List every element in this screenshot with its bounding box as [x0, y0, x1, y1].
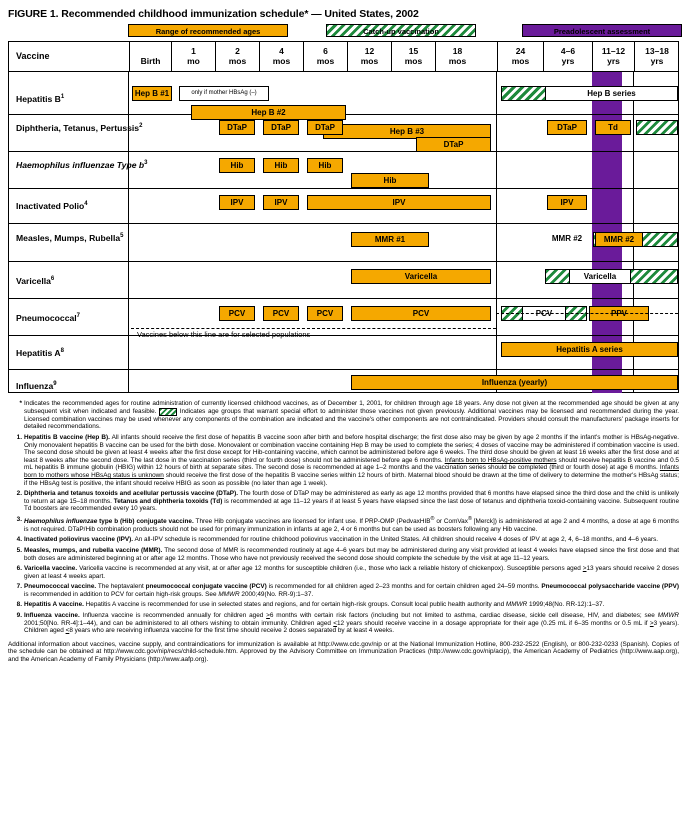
bar-td: Td: [595, 120, 631, 135]
bar-hib-1: Hib: [219, 158, 255, 173]
bar-varicella-label: Varicella: [569, 269, 631, 284]
footnote-text: Influenza vaccine. Influenza vaccine is recommended annually for children aged >6 months with certain risk factors (including but not limited to asthma, cardiac disease, sickle cell disease, HIV, and diabetes; see MMWR 2001;50[No. RR-4]:1–44), and can be administered to all others wishing to obtain immunity. Children aged <12 years should receive vaccine in a dosage appropriate for their age (0.25 mL if 6–35 months or 0.5 mL if >3 years). Children aged <8 years who are receiving influenza vaccine for the first time should receive 2 doses separated by at least 4 weeks.: [24, 612, 679, 635]
footnote-text: Inactivated poliovirus vaccine (IPV). An all-IPV schedule is recommended for routine childhood poliovirus vaccination in the United States. All children should receive 4 doses of IPV at age 2, 4, 6–18 months, and 4–6 years.: [24, 536, 659, 544]
row-separator: [9, 369, 678, 370]
footnote-8: 8. Hepatitis A vaccine. Hepatitis A vaccine is recommended for use in selected states and regions, and for certain high-risk groups. Consult local public health authority and MMWR 1999;48(No. RR-12):1–37.: [16, 601, 605, 609]
row-separator: [9, 223, 678, 224]
column-header-4mos: 4 mos: [259, 42, 303, 72]
bar-mmr-2-alt: MMR #2: [542, 232, 592, 247]
bar-pcv-label: PCV: [522, 306, 566, 321]
row-separator: [9, 335, 678, 336]
row-label-influenza: Influenza$^9$: [16, 380, 57, 391]
column-header-vaccine: Vaccine: [16, 51, 50, 61]
legend: [8, 24, 679, 38]
row-label-hepatitis-b: Hepatitis $B^1$: [16, 93, 65, 104]
bar-pcv-4: PCV: [351, 306, 491, 321]
footnote-text: Diphtheria and tetanus toxoids and acellular pertussis vaccine (DTaP). The fourth dose of DTaP may be administered as early as age 12 months provided that 6 months have elapsed since the third dose and the child is unlikely to return at age 15–18 months. Tetanus and diphtheria toxoids (Td) is recommended at age 11–12 years if at least 5 years have elapsed since the last dose of tetanus and diphtheria toxoid-containing vaccine. Subsequent routine Td boosters are recommended every 10 years.: [24, 490, 679, 513]
row-label-hib: Haemophilus influenzae Type $b^3$: [16, 159, 148, 170]
column-header-4-6yrs: 4–6 yrs: [543, 42, 592, 72]
footnote-5: 5. Measles, mumps, and rubella vaccine (MMR). The second dose of MMR is recommended routinely at age 4–6 years but may be administered during any visit provided at least 4 weeks have elapsed since the first dose and that both doses are administered beginning at or after age 12 months. Those who have not previously received the second dose should complete the schedule by the visit at age 11–12 years.: [16, 546, 679, 562]
column-header-15mos: 15 mos: [391, 42, 435, 72]
bar-ipv-4: IPV: [547, 195, 587, 210]
bar-hepb-mother-note: only if mother HBsAg (–): [179, 86, 269, 101]
bar-dtap-3: DTaP: [307, 120, 343, 135]
footnote-final: [8, 641, 679, 664]
bar-ipv-3: IPV: [307, 195, 491, 210]
row-label-mmr: Measles, Mumps, Rubella$^5$: [16, 232, 124, 243]
row-label-dtap: Diphtheria, Tetanus, Pertussis$^2$: [16, 122, 143, 133]
footnote-text: Hepatitis A vaccine. Hepatitis A vaccine is recommended for use in selected states and regions, and for certain high-risk groups. Consult local public health authority and MMWR 1999;48(No. RR-12):1–37.: [24, 601, 605, 609]
column-header-12mos: 12 mos: [347, 42, 391, 72]
footnote-text: Additional information about vaccines, vaccine supply, and contraindications for immunization is available at http://www.cdc.gov/nip or at the National Immunization Hotline, 800-232-2522 (English), or 800-232-0233 (Spanish). Copies of the schedule can be obtained at http://www.cdc.gov/nip/recs/child-schedule.htm. Approved by the Advisory Committee on Immunization Practices (http://www.cdc.gov/nip/acip), the American Academy of Pediatrics (http://www.aap.org), and the American Academy of Family Physicians (http://www.aafp.org).: [8, 640, 679, 664]
row-label-ipv: Inactivated Polio$^4$: [16, 200, 88, 211]
selected-populations-divider: [131, 328, 496, 329]
column-header-birth: Birth: [129, 42, 171, 72]
vrule: [496, 72, 497, 393]
column-header-1mo: 1 mo: [171, 42, 215, 72]
bar-ppv: PPV: [589, 306, 649, 321]
bar-dtap-5: DTaP: [547, 120, 587, 135]
bar-pcv-3: PCV: [307, 306, 343, 321]
page-title: FIGURE 1. Recommended childhood immunization schedule* — United States, 2002: [8, 8, 419, 20]
column-header-11-12yrs: 11–12 yrs: [592, 42, 634, 72]
bar-td-catchup: [636, 120, 678, 135]
footnote-3: 3. Haemophilus influenzae type b (Hib) conjugate vaccine. Three Hib conjugate vaccines are licensed for infant use. If PRP-OMP (PedvaxHIB® or ComVax® [Merck]) is administered at age 2 and 4 months, a dose at age 6 months is not required. DTaP/Hib combination products should not be used for primary immunization in infants at age 2, 4 or 6 months but can be used as boosters following any Hib vaccine.: [16, 516, 680, 533]
footnote-6: 6. Varicella vaccine. Varicella vaccine is recommended at any visit, at or after age 12 months for susceptible children (i.e., those who lack a reliable history of chickenpox). Susceptible persons aged >13 years should receive 2 doses given at least 4 weeks apart.: [16, 565, 679, 580]
footnote-text: Measles, mumps, and rubella vaccine (MMR). The second dose of MMR is recommended routinely at age 4–6 years but may be administered during any visit provided at least 4 weeks have elapsed since the first dose and that both doses are administered beginning at or after age 12 months. Those who have not previously received the second dose should complete the schedule by the visit at age 11–12 years.: [24, 546, 679, 562]
selected-populations-divider-right: [496, 313, 678, 314]
bar-hepb-3: Hep B #3: [323, 124, 491, 139]
footnote-text: Pneumococcal vaccine. The heptavalent pneumococcal conjugate vaccine (PCV) is recommended for all children aged 2–23 months and for certain children aged 24–59 months. Pneumococcal polysaccharide vaccine (PPV) is recommended in addition to PCV for certain high-risk groups. See MMWR 2000;49(No. RR-9):1–37.: [24, 583, 679, 598]
legend-range: Range of recommended ages: [128, 24, 288, 37]
row-separator: [9, 298, 678, 299]
footnote-text: Varicella vaccine. Varicella vaccine is recommended at any visit, at or after age 12 months for susceptible children (i.e., those who lack a reliable history of chickenpox). Susceptible persons aged >13 years should receive 2 doses given at least 4 weeks apart.: [24, 565, 679, 580]
footnote-text: Indicates the recommended ages for routine administration of currently licensed childhood vaccines, as of December 1, 2001, for children through age 18 years. Any dose not given at the recommended age should be given at any subsequent visit when indicated and feasible. Indicates age groups that warrant special effort to administer those vaccines not given previously. Additional vaccines may be licensed and recommended during the year. Licensed combination vaccines may be used whenever any components of the combination are indicated and the vaccine's other components are not contraindicated. Providers should consult the manufacturers' package inserts for detailed recommendations.: [24, 400, 680, 431]
footnotes: [8, 400, 679, 667]
bar-hepb-series: Hep B series: [545, 86, 678, 101]
row-label-varicella: Varicella$^6$: [16, 275, 55, 286]
bar-hepatitis-a-series: Hepatitis A series: [501, 342, 678, 357]
table-header: [9, 42, 678, 72]
bar-hepb-2: Hep B #2: [191, 105, 346, 120]
bar-influenza-yearly: Influenza (yearly): [351, 375, 678, 390]
row-separator: [9, 188, 678, 189]
row-separator: [9, 151, 678, 152]
bar-hib-2: Hib: [263, 158, 299, 173]
footnote-7: 7. Pneumococcal vaccine. The heptavalent pneumococcal conjugate vaccine (PCV) is recommended for all children aged 2–23 months and for certain children aged 24–59 months. Pneumococcal polysaccharide vaccine (PPV) is recommended in addition to PCV for certain high-risk groups. See MMWR 2000;49(No. RR-9):1–37.: [16, 583, 679, 598]
legend-preadolescent: Preadolescent assessment: [522, 24, 682, 37]
footnote-2: 2. Diphtheria and tetanus toxoids and acellular pertussis vaccine (DTaP). The fourth dose of DTaP may be administered as early as age 12 months provided that 6 months have elapsed since the third dose and the child is unlikely to return at age 15–18 months. Tetanus and diphtheria toxoids (Td) is recommended at age 11–12 years if at least 5 years have elapsed since the last dose of tetanus and diphtheria toxoid-containing vaccine. Subsequent routine Td boosters are recommended every 10 years.: [16, 490, 679, 513]
row-label-hepatitis-a: Hepatitis $A^8$: [16, 347, 64, 358]
bar-pcv-2: PCV: [263, 306, 299, 321]
row-separator: [9, 261, 678, 262]
selected-populations-note: Vaccines below this line are for selected populations: [137, 330, 311, 339]
footnote-9: 9. Influenza vaccine. Influenza vaccine is recommended annually for children aged >6 months with certain risk factors (including but not limited to asthma, cardiac disease, sickle cell disease, HIV, and diabetes; see MMWR 2001;50[No. RR-4]:1–44), and can be administered to all others wishing to obtain immunity. Children aged <12 years should receive vaccine in a dosage appropriate for their age (0.25 mL if 6–35 months or 0.5 mL if >3 years). Children aged <8 years who are receiving influenza vaccine for the first time should receive 2 doses separated by at least 4 weeks.: [16, 612, 679, 635]
bar-dtap-2: DTaP: [263, 120, 299, 135]
bar-hib-3: Hib: [307, 158, 343, 173]
column-header-13-18yrs: 13–18 yrs: [634, 42, 679, 72]
footnote-1: 1. Hepatitis B vaccine (Hep B). All infants should receive the first dose of hepatitis B vaccine soon after birth and before hospital discharge; the first dose also may be given by age 2 months if the infant's mother is HBsAg-negative. Only monovalent hepatitis B vaccine can be used for the birth dose. Monovalent or combination vaccine containing Hep B may be used to complete the series; 4 doses of vaccine may be administered if combination vaccine is used. The second dose should be given at least 4 weeks after the first dose except for Hib-containing vaccine, which cannot be administered before age 6 weeks. The third dose should be given at least 16 weeks after the first dose and at least 8 weeks after the second dose. The last dose in the vaccination series (third or fourth dose) should not be administered before age 6 months. Infants born to HBsAg-positive mothers should receive hepatitis B vaccine and 0.5 mL hepatitis B immune globulin (HBIG) within 12 hours of birth at separate sites. The second dose is recommended at age 1–2 months and the vaccination series should be completed (third or fourth dose) at age 6 months. Infants born to mothers whose HBsAg status is unknown should receive the first dose of the hepatitis B vaccine series within 12 hours of birth. Maternal blood should be drawn at the time of delivery to determine the mother's HBsAg status; if the HBsAg test is positive, the infant should receive HBIG as soon as possible (no later than age 1 week).: [16, 434, 679, 487]
bar-dtap-4: DTaP: [416, 137, 491, 152]
footnote-asterisk: * Indicates the recommended ages for routine administration of currently licensed childhood vaccines, as of December 1, 2001, for children through age 18 years. Any dose not given at the recommended age should be given at any subsequent visit when indicated and feasible. Indicates age groups that warrant special effort to administer those vaccines not given previously. Additional vaccines may be licensed and recommended during the year. Licensed combination vaccines may be used whenever any components of the combination are indicated and the vaccine's other components are not contraindicated. Providers should consult the manufacturers' package inserts for detailed recommendations.: [19, 400, 680, 431]
footnote-text: Hepatitis B vaccine (Hep B). All infants should receive the first dose of hepatitis B vaccine soon after birth and before hospital discharge; the first dose also may be given by age 2 months if the infant's mother is HBsAg-negative. Only monovalent hepatitis B vaccine can be used for the birth dose. Monovalent or combination vaccine containing Hep B may be used to complete the series; 4 doses of vaccine may be administered if combination vaccine is used. The second dose should be given at least 4 weeks after the first dose except for Hib-containing vaccine, which cannot be administered before age 6 weeks. The third dose should be given at least 16 weeks after the first dose and at least 8 weeks after the second dose. The last dose in the vaccination series (third or fourth dose) should not be administered before age 6 months. Infants born to HBsAg-positive mothers should receive hepatitis B vaccine and 0.5 mL hepatitis B immune globulin (HBIG) within 12 hours of birth at separate sites. The second dose is recommended at age 1–2 months and the vaccination series should be completed (third or fourth dose) at age 6 months. Infants born to mothers whose HBsAg status is unknown should receive the first dose of the hepatitis B vaccine series within 12 hours of birth. Maternal blood should be drawn at the time of delivery to determine the mother's HBsAg status; if the HBsAg test is positive, the infant should receive HBIG as soon as possible (no later than age 1 week).: [24, 434, 679, 487]
bar-ipv-1: IPV: [219, 195, 255, 210]
bar-hib-4: Hib: [351, 173, 429, 188]
bar-mmr-2: MMR #2: [595, 232, 643, 247]
column-header-24mos: 24 mos: [497, 42, 543, 72]
column-header-2mos: 2 mos: [215, 42, 259, 72]
bar-mmr-1: MMR #1: [351, 232, 429, 247]
schedule-table: [8, 41, 679, 393]
bar-dtap-1: DTaP: [219, 120, 255, 135]
column-header-6mos: 6 mos: [303, 42, 347, 72]
bar-ipv-2: IPV: [263, 195, 299, 210]
bar-varicella: Varicella: [351, 269, 491, 284]
footnote-text: Haemophilus influenzae type b (Hib) conjugate vaccine. Three Hib conjugate vaccines are licensed for infant use. If PRP-OMP (PedvaxHIB® or ComVax® [Merck]) is administered at age 2 and 4 months, a dose at age 6 months is not required. DTaP/Hib combination products should not be used for primary immunization in infants at age 2, 4 or 6 months but can be used as boosters following any Hib vaccine.: [24, 516, 680, 533]
footnote-4: 4. Inactivated poliovirus vaccine (IPV). An all-IPV schedule is recommended for routine childhood poliovirus vaccination in the United States. All children should receive 4 doses of IPV at age 2, 4, 6–18 months, and 4–6 years.: [16, 536, 659, 544]
bar-pcv-1: PCV: [219, 306, 255, 321]
column-header-18mos: 18 mos: [435, 42, 479, 72]
bar-hepb-1: Hep B #1: [132, 86, 172, 101]
legend-catchup: Catch-up vaccination: [326, 24, 476, 37]
row-label-pneumococcal: Pneumococcal$^7$: [16, 312, 80, 323]
